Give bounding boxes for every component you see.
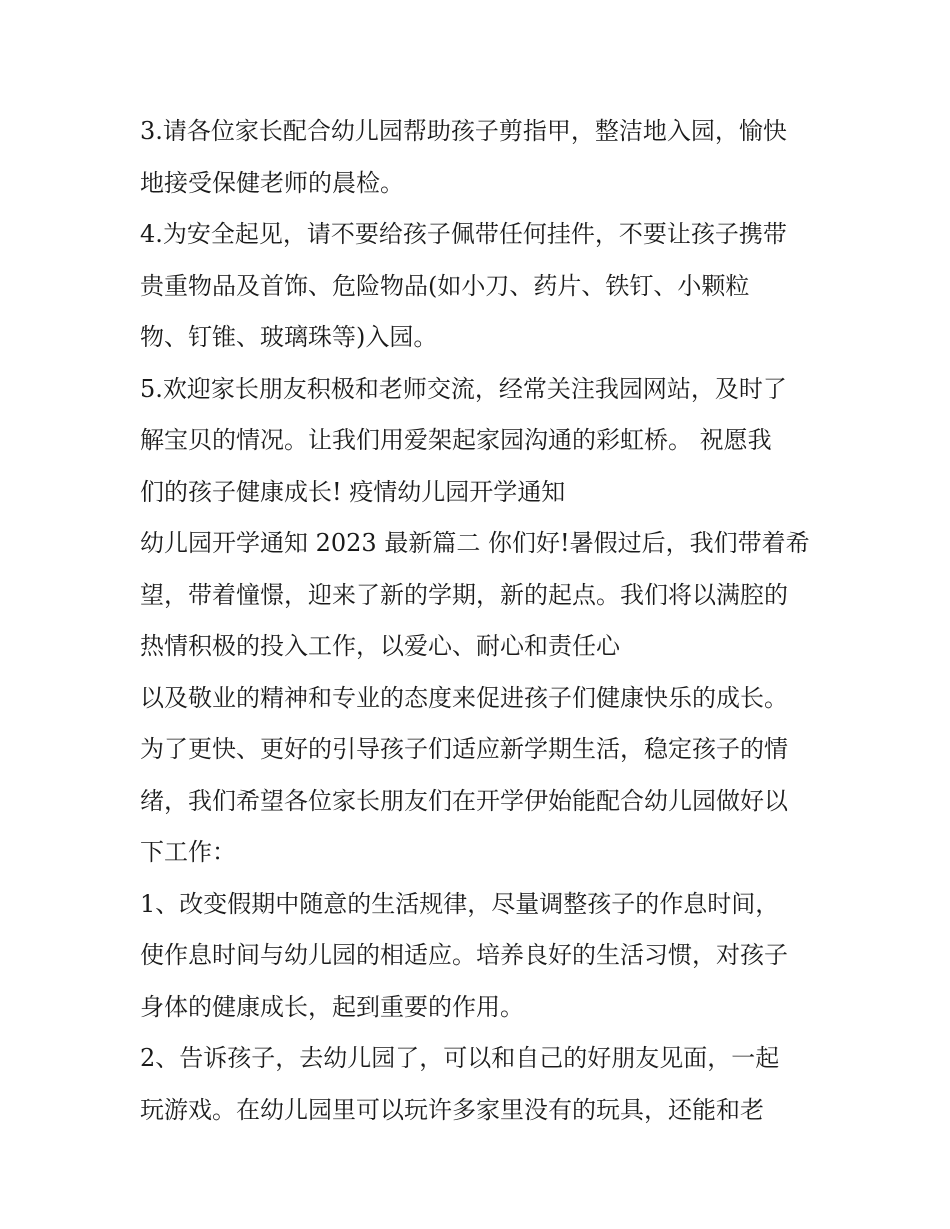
- text-line: 贵重物品及首饰、危险物品(如小刀、药片、铁钉、小颗粒: [140, 271, 750, 300]
- text-line: 绪，我们希望各位家长朋友们在开学伊始能配合幼儿园做好以: [140, 786, 788, 815]
- text-line: 3.请各位家长配合幼儿园帮助孩子剪指甲，整洁地入园，愉快: [140, 117, 787, 145]
- text-line: 5.欢迎家长朋友积极和老师交流，经常关注我园网站，及时了: [140, 374, 787, 403]
- text-line: 1、改变假期中随意的生活规律，尽量调整孩子的作息时间，: [140, 889, 780, 918]
- text-line: 4.为安全起见，请不要给孩子佩带任何挂件，不要让孩子携带: [140, 220, 787, 248]
- text-line: 玩游戏。在幼儿园里可以玩许多家里没有的玩具，还能和老: [140, 1095, 764, 1124]
- text-line: 幼儿园开学通知 2023 最新篇二 你们好!暑假过后，我们带着希: [140, 529, 810, 557]
- text-line: 下工作：: [140, 838, 236, 866]
- document-body: [140, 106, 830, 1136]
- text-line: 2、告诉孩子，去幼儿园了，可以和自己的好朋友见面，一起: [140, 1044, 780, 1072]
- text-line: 望，带着憧憬，迎来了新的学期，新的起点。我们将以满腔的: [140, 580, 788, 609]
- text-line: 解宝贝的情况。让我们用爱架起家园沟通的彩虹桥。 祝愿我: [140, 426, 772, 454]
- text-line: 使作息时间与幼儿园的相适应。培养良好的生活习惯，对孩子: [140, 941, 788, 969]
- text-line: 们的孩子健康成长! 疫情幼儿园开学通知: [140, 477, 566, 506]
- text-line: 以及敬业的精神和专业的态度来促进孩子们健康快乐的成长。: [140, 683, 788, 712]
- text-line: 热情积极的投入工作，以爱心、耐心和责任心: [140, 632, 620, 660]
- text-line: 身体的健康成长，起到重要的作用。: [140, 992, 524, 1021]
- text-line: 物、钉锥、玻璃珠等)入园。: [140, 323, 438, 351]
- text-line: 为了更快、更好的引导孩子们适应新学期生活，稳定孩子的情: [140, 735, 788, 763]
- text-line: 地接受保健老师的晨检。: [140, 168, 404, 197]
